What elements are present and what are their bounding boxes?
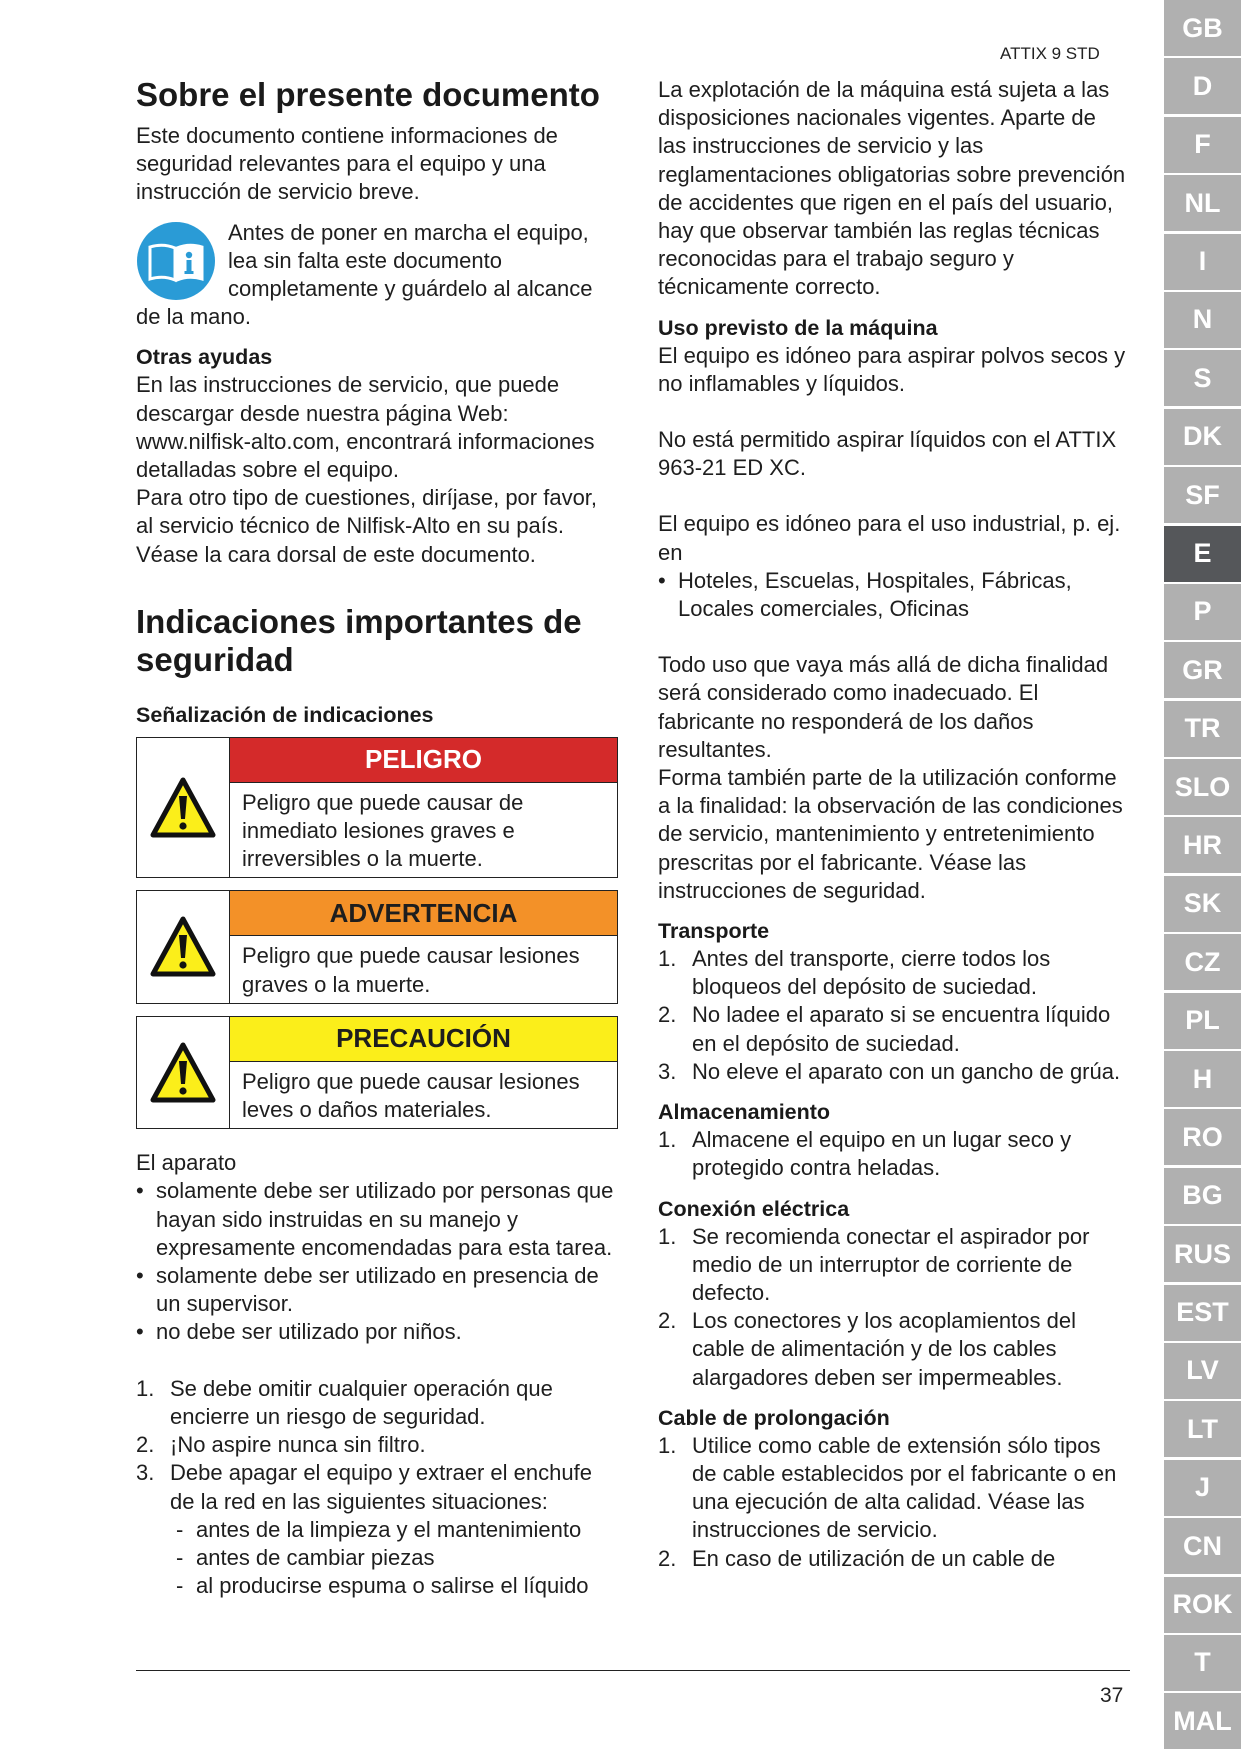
- signal-label: ADVERTENCIA: [230, 891, 617, 936]
- language-tabs: [1164, 0, 1241, 1752]
- signal-icon-cell: [137, 738, 230, 878]
- document-model-header: ATTIX 9 STD: [1000, 44, 1100, 63]
- warning-triangle-icon: [150, 1042, 216, 1104]
- use-paragraph-2: No está permitido aspirar líquidos con el ATTIX 963-21 ED XC.: [658, 427, 1117, 481]
- language-tab-pl[interactable]: PL: [1164, 993, 1241, 1049]
- signal-table: [136, 890, 618, 1003]
- language-tab-gr[interactable]: GR: [1164, 642, 1241, 698]
- device-bullet: • no debe ser utilizado por niños.: [136, 1318, 618, 1346]
- use-paragraph-4: Todo uso que vaya más allá de dicha finalidad será considerado como inadecuado. El fabricante no responderá de los daños resultantes.: [658, 652, 1109, 762]
- warning-triangle-icon: [150, 916, 216, 978]
- language-tab-n[interactable]: N: [1164, 292, 1241, 348]
- signal-label: PRECAUCIÓN: [230, 1017, 617, 1062]
- transport-item: 2. No ladee el aparato si se encuentra líquido en el depósito de suciedad.: [658, 1002, 1111, 1056]
- rule-item: 1. Se debe omitir cualquier operación que encierre un riesgo de seguridad.: [136, 1375, 553, 1429]
- language-tab-rus[interactable]: RUS: [1164, 1226, 1241, 1282]
- language-tab-f[interactable]: F: [1164, 117, 1241, 173]
- signal-icon-cell: [137, 1017, 230, 1128]
- language-tab-lt[interactable]: LT: [1164, 1401, 1241, 1457]
- operation-paragraph: La explotación de la máquina está sujeta a las disposiciones nacionales vigentes. Aparte de las instrucciones de servicio y las reglamentaciones obligatorias sobre prevención de accidentes que rigen en el país del usuario, hay que observar también las reglas técnicas reconocidas para el trabajo seguro y técnicamente correcto.: [658, 77, 1126, 300]
- transport-item: 3. No eleve el aparato con un gancho de grúa.: [658, 1058, 1121, 1084]
- heading-extension-cable: Cable de prolongación: [658, 1405, 890, 1430]
- page-number: 37: [1100, 1684, 1124, 1707]
- storage-list: [658, 1126, 1130, 1182]
- info-note-text: Antes de poner en marcha el equipo, lea sin falta este documento completamente y guárdelo al alcance de la mano.: [136, 219, 593, 330]
- language-tab-i[interactable]: I: [1164, 234, 1241, 290]
- heading-intended-use: Uso previsto de la máquina: [658, 315, 938, 340]
- language-tab-tr[interactable]: TR: [1164, 701, 1241, 757]
- language-tab-gb[interactable]: GB: [1164, 0, 1241, 56]
- use-paragraph-3: El equipo es idóneo para el uso industrial, p. ej. en: [658, 511, 1121, 565]
- device-bullet: • solamente debe ser utilizado en presencia de un supervisor.: [136, 1262, 618, 1318]
- heading-electrical: Conexión eléctrica: [658, 1196, 850, 1221]
- language-tab-s[interactable]: S: [1164, 350, 1241, 406]
- left-column: [136, 76, 618, 1600]
- language-tab-rok[interactable]: ROK: [1164, 1577, 1241, 1633]
- language-tab-hr[interactable]: HR: [1164, 817, 1241, 873]
- signal-tables: [136, 737, 618, 1129]
- transport-item: 1. Antes del transporte, cierre todos los bloqueos del depósito de suciedad.: [658, 946, 1051, 1000]
- signal-label: PELIGRO: [230, 738, 617, 783]
- language-tab-sk[interactable]: SK: [1164, 876, 1241, 932]
- use-paragraph-1: El equipo es idóneo para aspirar polvos secos y no inflamables y líquidos.: [658, 342, 1126, 396]
- language-tab-p[interactable]: P: [1164, 584, 1241, 640]
- language-tab-t[interactable]: T: [1164, 1635, 1241, 1691]
- language-tab-dk[interactable]: DK: [1164, 409, 1241, 465]
- device-bullets: [136, 1177, 618, 1346]
- signal-table: [136, 737, 618, 879]
- language-tab-bg[interactable]: BG: [1164, 1168, 1241, 1224]
- electrical-item: 1. Se recomienda conectar el aspirador por medio de un interruptor de corriente de defecto.: [658, 1223, 1090, 1305]
- storage-item: 1. Almacene el equipo en un lugar seco y protegido contra heladas.: [658, 1127, 1072, 1181]
- extension-list: [658, 1432, 1130, 1573]
- language-tab-e[interactable]: E: [1164, 526, 1241, 582]
- situation-item: - antes de cambiar piezas: [176, 1544, 618, 1572]
- language-tab-cn[interactable]: CN: [1164, 1518, 1241, 1574]
- electrical-item: 2. Los conectores y los acoplamientos del cable de alimentación y de los cables alargadores deben ser impermeables.: [658, 1308, 1076, 1390]
- signal-table: [136, 1016, 618, 1129]
- signal-description: Peligro que puede causar lesiones leves o daños materiales.: [242, 1068, 580, 1123]
- signal-description: Peligro que puede causar lesiones graves o la muerte.: [242, 943, 580, 997]
- warning-triangle-icon: [150, 777, 216, 839]
- language-tab-j[interactable]: J: [1164, 1460, 1241, 1516]
- use-paragraph-5: Forma también parte de la utilización conforme a la finalidad: la observación de las condiciones de servicio, mantenimiento y entretenimiento prescritas por el fabricante. Véase las instrucciones de seguridad.: [658, 765, 1123, 903]
- device-intro: El aparato: [136, 1150, 237, 1176]
- heading-storage: Almacenamiento: [658, 1100, 831, 1125]
- heading-other-help: Otras ayudas: [136, 345, 273, 370]
- language-tab-d[interactable]: D: [1164, 58, 1241, 114]
- safety-rules: [136, 1375, 618, 1516]
- about-paragraph: Este documento contiene informaciones de seguridad relevantes para el equipo y una instrucción de servicio breve.: [136, 123, 558, 205]
- rule-item: 3. Debe apagar el equipo y extraer el enchufe de la red en las siguientes situaciones:: [136, 1460, 592, 1514]
- language-tab-ro[interactable]: RO: [1164, 1109, 1241, 1165]
- extension-item: 1. Utilice como cable de extensión sólo tipos de cable establecidos por el fabricante o en una ejecución de alta calidad. Véase las instrucciones de servicio.: [658, 1432, 1117, 1543]
- language-tab-slo[interactable]: SLO: [1164, 759, 1241, 815]
- language-tab-est[interactable]: EST: [1164, 1285, 1241, 1341]
- read-manual-icon: [136, 221, 216, 301]
- info-note: [136, 219, 618, 332]
- situation-item: - al producirse espuma o salirse el líquido: [176, 1572, 618, 1600]
- help-paragraph-1: En las instrucciones de servicio, que puede descargar desde nuestra página Web: www.nilfisk-alto.com, encontrará informaciones detalladas sobre el equipo.: [136, 372, 595, 483]
- section-title-safety: Indicaciones importantes de seguridad: [136, 602, 582, 678]
- extension-item: 2. En caso de utilización de un cable de: [658, 1545, 1056, 1571]
- signal-icon-cell: [137, 891, 230, 1002]
- situation-item: - antes de la limpieza y el mantenimiento: [176, 1516, 618, 1544]
- heading-signals: Señalización de indicaciones: [136, 702, 434, 727]
- language-tab-nl[interactable]: NL: [1164, 175, 1241, 231]
- use-bullets: [658, 567, 1130, 623]
- use-bullet: • Hoteles, Escuelas, Hospitales, Fábricas, Locales comerciales, Oficinas: [658, 567, 1130, 623]
- electrical-list: [658, 1223, 1130, 1392]
- language-tab-cz[interactable]: CZ: [1164, 934, 1241, 990]
- rule-item: 2. ¡No aspire nunca sin filtro.: [136, 1432, 426, 1458]
- device-bullet: • solamente debe ser utilizado por personas que hayan sido instruidas en su manejo y expresamente encomendadas para esta tarea.: [136, 1177, 618, 1262]
- language-tab-h[interactable]: H: [1164, 1051, 1241, 1107]
- situation-list: [136, 1516, 618, 1601]
- footer-divider: [136, 1670, 1130, 1671]
- section-title-about: Sobre el presente documento: [136, 76, 600, 113]
- language-tab-sf[interactable]: SF: [1164, 467, 1241, 523]
- transport-list: [658, 945, 1130, 1086]
- heading-transport: Transporte: [658, 919, 770, 944]
- signal-description: Peligro que puede causar de inmediato lesiones graves e irreversibles o la muerte.: [242, 789, 524, 872]
- language-tab-mal[interactable]: MAL: [1164, 1693, 1241, 1749]
- language-tab-lv[interactable]: LV: [1164, 1343, 1241, 1399]
- right-column: [658, 76, 1130, 1573]
- help-paragraph-2: Para otro tipo de cuestiones, diríjase, por favor, al servicio técnico de Nilfisk-Alto en su país. Véase la cara dorsal de este documento.: [136, 485, 598, 567]
